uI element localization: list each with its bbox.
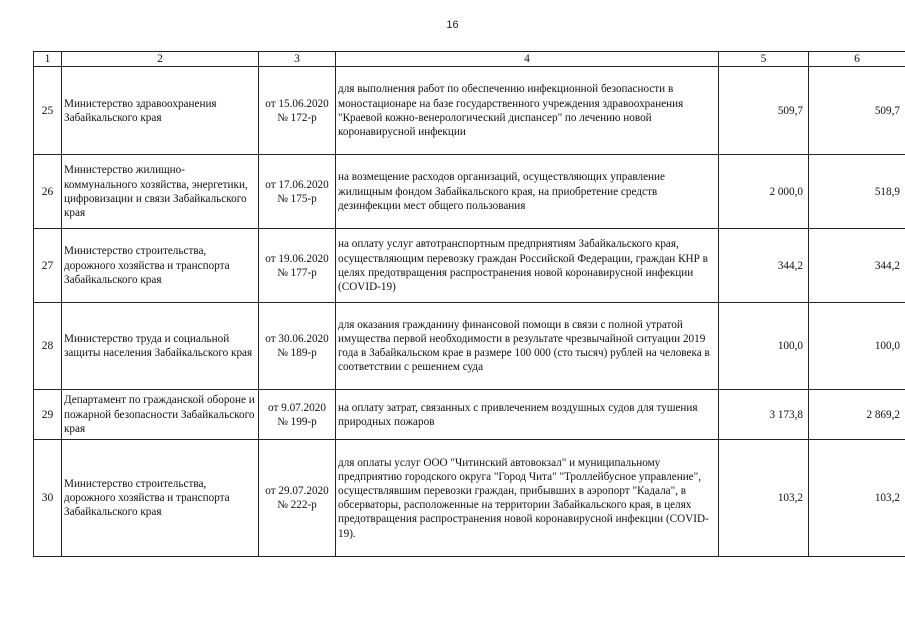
document-cell bbox=[259, 390, 336, 440]
amount-col6: 509,7 bbox=[809, 67, 905, 155]
document-date: от 19.06.2020 bbox=[265, 252, 329, 265]
organization-cell: Министерство жилищно-коммунального хозяйства, энергетики, цифровизации и связи Забайкальского края bbox=[62, 155, 259, 229]
amount-col6: 2 869,2 bbox=[809, 390, 905, 440]
document-number: № 175-р bbox=[277, 192, 317, 205]
amount-col6: 103,2 bbox=[809, 440, 905, 557]
amount-col5: 344,2 bbox=[719, 229, 809, 303]
amount-col5: 509,7 bbox=[719, 67, 809, 155]
page-number: 16 bbox=[446, 19, 459, 31]
amount-col5: 2 000,0 bbox=[719, 155, 809, 229]
row-number: 30 bbox=[34, 440, 62, 557]
document-date: от 29.07.2020 bbox=[265, 485, 329, 497]
column-header-6: 6 bbox=[809, 52, 905, 67]
amount-col5: 100,0 bbox=[719, 303, 809, 390]
document-number: № 177-р bbox=[277, 266, 317, 279]
amount-col6: 344,2 bbox=[809, 229, 905, 303]
purpose-cell: на возмещение расходов организаций, осуществляющих управление жилищным фондом Забайкальского края, на приобретение средств дезинфекции мест общего пользования bbox=[336, 155, 719, 229]
amount-col6: 100,0 bbox=[809, 303, 905, 390]
table-row bbox=[34, 390, 905, 440]
organization-cell: Министерство труда и социальной защиты населения Забайкальского края bbox=[62, 303, 259, 390]
column-header-5: 5 bbox=[719, 52, 809, 67]
purpose-cell: для оплаты услуг ООО "Читинский автовокзал" и муниципальному предприятию городского округа "Город Чита" "Троллейбусное управление", осуществлявшим перевозки граждан, прибывших в аэропорт "Кадала", в обсерваторы, расположенные на территории Забайкальского края, в целях предотвращения распространения новой коронавирусной инфекции (COVID-19). bbox=[336, 440, 719, 557]
amount-col6: 518,9 bbox=[809, 155, 905, 229]
document-date: от 15.06.2020 bbox=[265, 97, 329, 110]
table-row bbox=[34, 155, 905, 229]
document-number: № 172-р bbox=[277, 111, 317, 124]
document-date: от 17.06.2020 bbox=[265, 178, 329, 191]
organization-cell: Министерство здравоохранения Забайкальского края bbox=[62, 67, 259, 155]
amount-col5: 3 173,8 bbox=[719, 390, 809, 440]
document-cell bbox=[259, 67, 336, 155]
purpose-cell: на оплату затрат, связанных с привлечением воздушных судов для тушения природных пожаров bbox=[336, 390, 719, 440]
row-number: 26 bbox=[34, 155, 62, 229]
purpose-cell: на оплату услуг автотранспортным предприятиям Забайкальского края, осуществляющим перевозку граждан Российской Федерации, граждан КНР в целях предотвращения распространения новой коронавирусной инфекции (COVID-19) bbox=[336, 229, 719, 303]
purpose-cell: для оказания гражданину финансовой помощи в связи с полной утратой имущества первой необходимости в результате чрезвычайной ситуации 2019 года в Забайкальском крае в размере 100 000 (сто тысяч) рублей на человека в соответствии с решением суда bbox=[336, 303, 719, 390]
document-cell bbox=[259, 303, 336, 390]
document-number: № 189-р bbox=[277, 347, 317, 360]
document-date: от 30.06.2020 bbox=[265, 333, 329, 345]
amount-col5: 103,2 bbox=[719, 440, 809, 557]
column-header-4: 4 bbox=[336, 52, 719, 67]
document-number: № 199-р bbox=[277, 415, 317, 428]
document-cell bbox=[259, 229, 336, 303]
table-row bbox=[34, 229, 905, 303]
organization-cell: Департамент по гражданской обороне и пожарной безопасности Забайкальского края bbox=[62, 390, 259, 440]
row-number: 29 bbox=[34, 390, 62, 440]
document-number: № 222-р bbox=[277, 499, 317, 512]
table-row bbox=[34, 303, 905, 390]
column-header-3: 3 bbox=[259, 52, 336, 67]
purpose-cell: для выполнения работ по обеспечению инфекционной безопасности в моностационаре на базе государственного учреждения здравоохранения "Краевой кожно-венерологический диспансер" по лечению новой коронавирусной инфекции bbox=[336, 67, 719, 155]
row-number: 28 bbox=[34, 303, 62, 390]
row-number: 25 bbox=[34, 67, 62, 155]
column-header-1: 1 bbox=[34, 52, 62, 67]
allocation-table bbox=[33, 51, 905, 557]
organization-cell: Министерство строительства, дорожного хозяйства и транспорта Забайкальского края bbox=[62, 440, 259, 557]
header-row bbox=[34, 52, 905, 67]
document-cell bbox=[259, 155, 336, 229]
row-number: 27 bbox=[34, 229, 62, 303]
document-cell bbox=[259, 440, 336, 557]
organization-cell: Министерство строительства, дорожного хозяйства и транспорта Забайкальского края bbox=[62, 229, 259, 303]
column-header-2: 2 bbox=[62, 52, 259, 67]
document-date: от 9.07.2020 bbox=[268, 401, 326, 414]
table-row bbox=[34, 67, 905, 155]
table-row bbox=[34, 440, 905, 557]
